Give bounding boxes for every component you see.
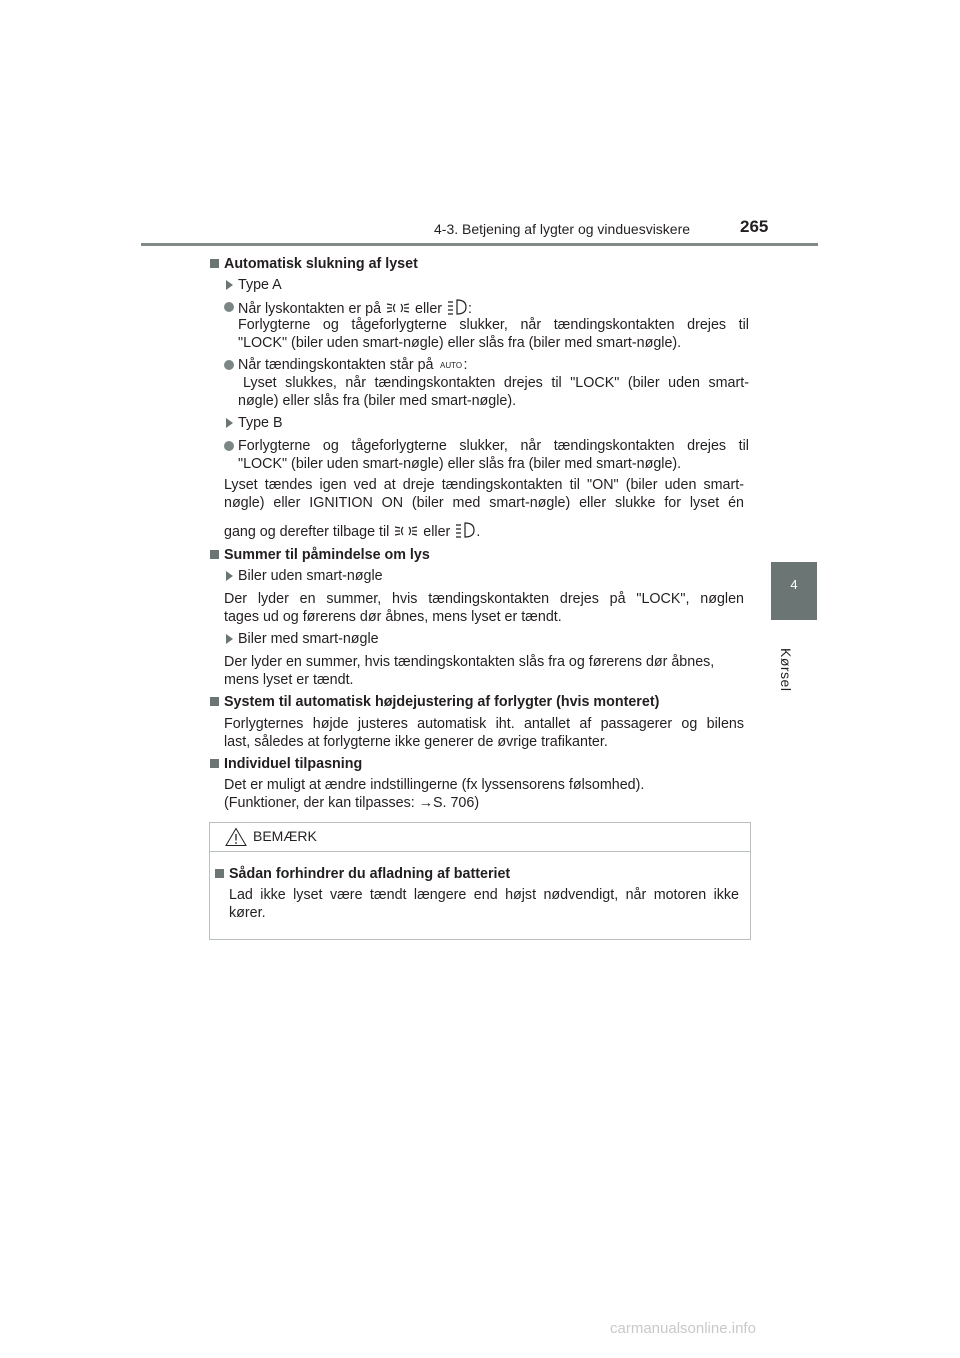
square-bullet-icon <box>210 759 219 768</box>
notice-label: BEMÆRK <box>253 828 317 844</box>
paragraph-line-1: Lyset tændes igen ved at dreje tændingskontakten til "ON" (biler uden smart- <box>224 477 744 493</box>
square-bullet-icon <box>210 697 219 706</box>
header-rule <box>141 243 818 246</box>
headlight-icon <box>446 298 468 316</box>
section-title: 4-3. Betjening af lygter og vinduesviskere <box>434 221 691 237</box>
auto-icon <box>438 358 464 372</box>
chapter-number: 4 <box>790 577 798 592</box>
notice-line-2: kører. <box>229 905 266 921</box>
bullet-3-line-2: "LOCK" (biler uden smart-nøgle) eller slås fra (biler med smart-nøgle). <box>238 456 682 472</box>
leveling-line-2: last, således at forlygterne ikke generer de øvrige trafikanter. <box>224 734 608 750</box>
notice-heading: Sådan forhindrer du afladning af batteriet <box>215 865 510 883</box>
triangle-bullet-icon <box>226 634 233 644</box>
circle-bullet-icon <box>224 360 234 370</box>
leveling-line-1: Forlygternes højde justeres automatisk iht. antallet af passagerer og bilens <box>224 716 744 732</box>
summer-p2-line-2: mens lyset er tændt. <box>224 672 354 688</box>
svg-text:AUTO: AUTO <box>439 361 462 370</box>
sub-label-smart-key: Biler med smart-nøgle <box>238 631 379 647</box>
summer-p2-line-1: Der lyder en summer, hvis tændingskontakten slås fra og førerens dør åbnes, <box>224 654 715 670</box>
square-bullet-icon <box>210 259 219 268</box>
bullet-2-line-3: nøgle) eller slås fra (biler med smart-nøgle). <box>238 393 517 409</box>
notice-divider <box>210 851 750 852</box>
bullet-1-line-1: Når lyskontakten er på eller : <box>238 298 472 318</box>
bullet-1-line-3: "LOCK" (biler uden smart-nøgle) eller slås fra (biler med smart-nøgle). <box>238 335 682 351</box>
circle-bullet-icon <box>224 441 234 451</box>
bullet-2-line-1: Når tændingskontakten står på AUTO : <box>238 357 468 373</box>
section-heading-summer: Summer til påmindelse om lys <box>210 546 430 564</box>
bullet-3-line-1: Forlygterne og tågeforlygterne slukker, når tændingskontakten drejes til <box>238 438 749 454</box>
chapter-tab <box>771 562 817 620</box>
circle-bullet-icon <box>224 302 234 312</box>
sub-label-no-smart-key: Biler uden smart-nøgle <box>238 568 383 584</box>
page-number: 265 <box>740 217 769 236</box>
bullet-1-line-2: Forlygterne og tågeforlygterne slukker, når tændingskontakten drejes til <box>238 317 749 333</box>
square-bullet-icon <box>215 869 224 878</box>
customization-line-2: (Funktioner, der kan tilpasses: →S. 706) <box>224 795 480 811</box>
triangle-bullet-icon <box>226 280 233 290</box>
notice-line-1: Lad ikke lyset være tændt længere end højst nødvendigt, når motoren ikke <box>229 887 739 903</box>
tail-light-icon <box>393 523 419 539</box>
tail-light-icon <box>385 300 411 316</box>
chapter-label: Kørsel <box>778 648 794 692</box>
triangle-bullet-icon <box>226 571 233 581</box>
paragraph-line-3: gang og derefter tilbage til eller . <box>224 521 480 541</box>
type-b-label: Type B <box>238 415 283 431</box>
paragraph-line-2: nøgle) eller IGNITION ON (biler med smart-nøgle) eller slukke for lyset én <box>224 495 744 511</box>
section-heading-auto-off: Automatisk slukning af lyset <box>210 255 418 273</box>
watermark: carmanualsonline.info <box>610 1320 756 1337</box>
section-heading-leveling: System til automatisk højdejustering af forlygter (hvis monteret) <box>210 693 659 711</box>
warning-triangle-icon <box>225 827 247 847</box>
triangle-bullet-icon <box>226 418 233 428</box>
headlight-icon <box>454 521 476 539</box>
summer-p1-line-2: tages ud og førerens dør åbnes, mens lyset er tændt. <box>224 609 562 625</box>
customization-line-1: Det er muligt at ændre indstillingerne (fx lyssensorens følsomhed). <box>224 777 645 793</box>
bullet-2-line-2: Lyset slukkes, når tændingskontakten drejes til "LOCK" (biler uden smart- <box>243 375 749 391</box>
type-a-label: Type A <box>238 277 282 293</box>
square-bullet-icon <box>210 550 219 559</box>
summer-p1-line-1: Der lyder en summer, hvis tændingskontakten drejes på "LOCK", nøglen <box>224 591 744 607</box>
section-heading-customization: Individuel tilpasning <box>210 755 362 773</box>
